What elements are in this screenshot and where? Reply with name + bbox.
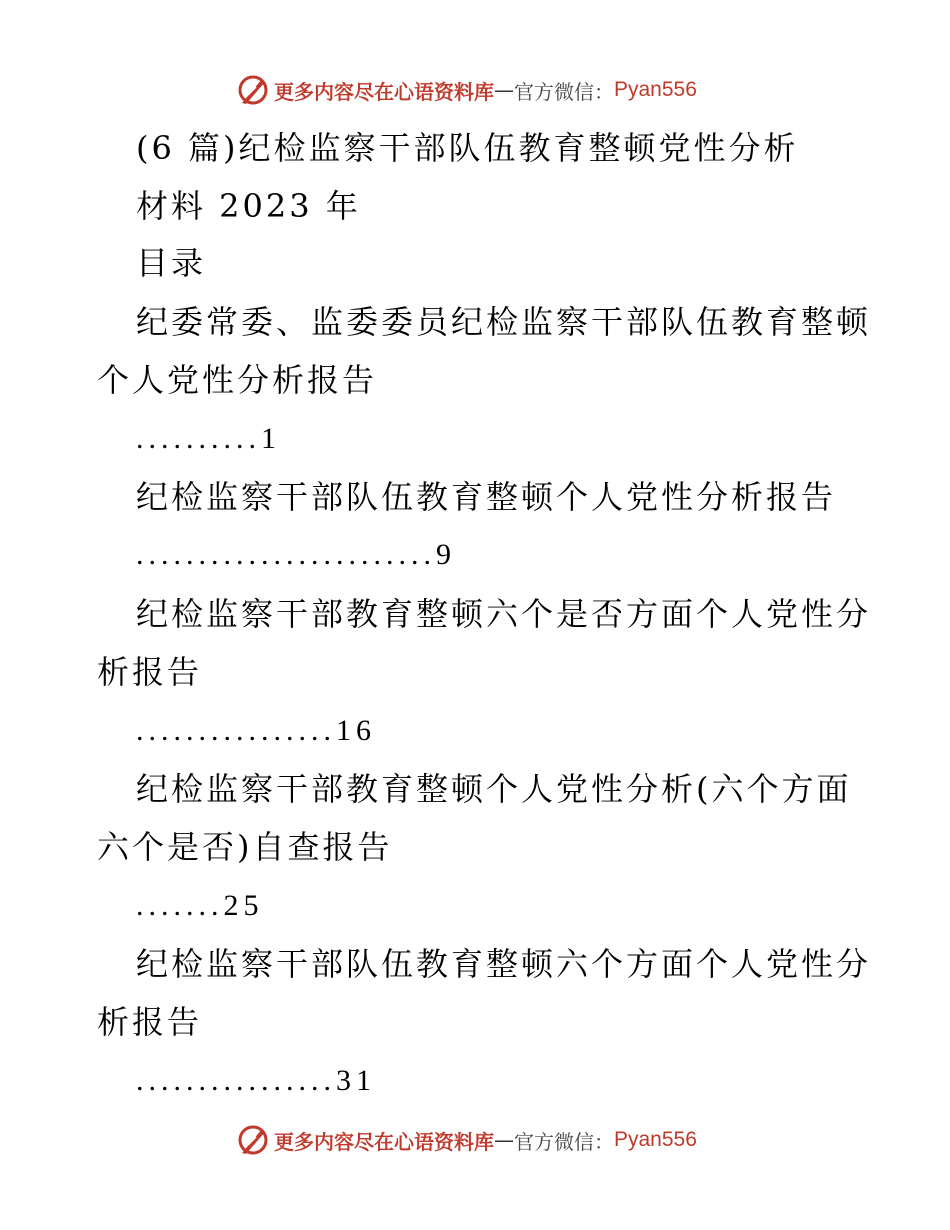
toc-entry-1-line-1: 纪委常委、监委委员纪检监察干部队伍教育整顿 <box>136 303 872 341</box>
toc-entry-5-line-2: 析报告 <box>97 1003 203 1041</box>
banner-main-text: 更多内容尽在心语资料库 <box>274 79 494 104</box>
header-banner <box>236 72 697 108</box>
banner-label: 官方微信： <box>514 1129 614 1154</box>
toc-entry-3-leader: ................16 <box>136 714 376 747</box>
toc-heading: 目录 <box>136 244 207 282</box>
banner-wechat-id: Pyan556 <box>614 78 697 101</box>
banner-dash: — <box>494 78 514 102</box>
toc-entry-4-leader: .......25 <box>136 889 264 922</box>
quill-logo-icon <box>236 73 270 107</box>
banner-dash: — <box>494 1128 514 1152</box>
toc-entry-2-leader: ........................9 <box>136 538 456 571</box>
toc-entry-1-line-2: 个人党性分析报告 <box>97 361 378 399</box>
document-title-line-2: 材料 2023 年 <box>136 187 361 225</box>
toc-entry-5-leader: ................31 <box>136 1064 376 1097</box>
toc-entry-2-line-1: 纪检监察干部队伍教育整顿个人党性分析报告 <box>136 478 837 516</box>
toc-entry-4-line-2: 六个是否)自查报告 <box>97 828 393 866</box>
toc-entry-5-line-1: 纪检监察干部队伍教育整顿六个方面个人党性分 <box>136 945 872 983</box>
toc-entry-3-line-2: 析报告 <box>97 653 203 691</box>
toc-entry-1-leader: ..........1 <box>136 422 281 455</box>
banner-main-text: 更多内容尽在心语资料库 <box>274 1129 494 1154</box>
footer-banner <box>236 1122 697 1158</box>
document-title-line-1: (6 篇)纪检监察干部队伍教育整顿党性分析 <box>136 129 799 167</box>
quill-logo-icon <box>236 1123 270 1157</box>
toc-entry-3-line-1: 纪检监察干部教育整顿六个是否方面个人党性分 <box>136 595 872 633</box>
toc-entry-4-line-1: 纪检监察干部教育整顿个人党性分析(六个方面 <box>136 770 852 808</box>
banner-wechat-id: Pyan556 <box>614 1128 697 1151</box>
banner-label: 官方微信： <box>514 79 614 104</box>
